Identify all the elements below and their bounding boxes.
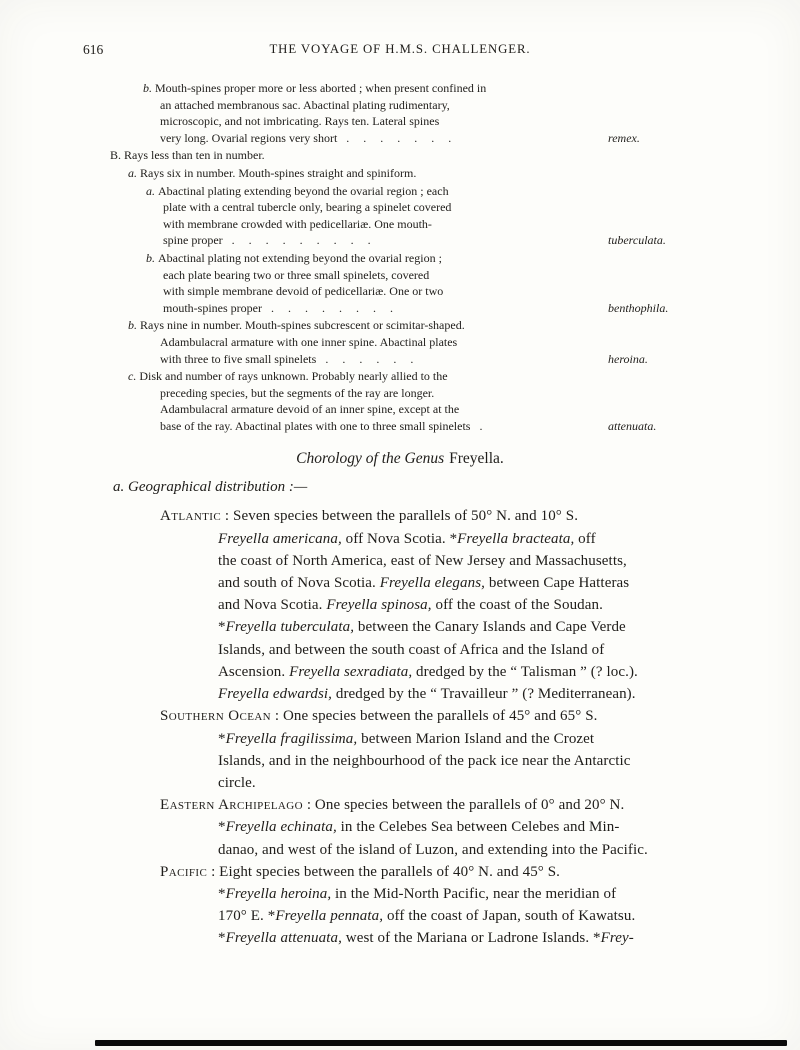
distribution-paragraph-southern-ocean: Southern Ocean : One species between the parallels of 45° and 65° S. *Freyella fragilissima, between Marion Island and the Crozet Islands, and in the neighbourhood of the pack ice near the Antarctic circle. bbox=[160, 708, 631, 791]
key-entry-text: c. Disk and number of rays unknown. Probably nearly allied to the preceding species, but the segments of the ray are longer. Adambulacral armature devoid of an inner spine, except at the base of the ray. Abactinal plates with one to three small spinelets . bbox=[128, 369, 497, 433]
species-name: benthophila. bbox=[608, 300, 669, 315]
distribution-paragraph-eastern-archipelago: Eastern Archipelago : One species between the parallels of 0° and 20° N. *Freyella echinata, in the Celebes Sea between Celebes and Min- danao, and west of the island of Luzon, and extending into the Pacific. bbox=[160, 797, 648, 858]
key-entry-tuberculata bbox=[83, 183, 683, 249]
key-entry-text: b. Rays nine in number. Mouth-spines subcrescent or scimitar-shaped. Adambulacral armature with one inner spine. Abactinal plates with three to five small spinelets ...... bbox=[128, 318, 465, 366]
key-entry-text: b. Abactinal plating not extending beyond the ovarial region ; each plate bearing two or three small spinelets, covered with simple membrane devoid of pedicellariæ. One or two mouth-spines proper ........ bbox=[146, 250, 444, 315]
taxonomic-key bbox=[83, 80, 683, 434]
geographical-distribution bbox=[83, 505, 748, 949]
running-head bbox=[0, 0, 800, 60]
scan-artifact-bar bbox=[95, 1040, 787, 1046]
distribution-paragraph-pacific: Pacific : Eight species between the parallels of 40° N. and 45° S. *Freyella heroina, in the Mid-North Pacific, near the meridian of 170° E. *Freyella pennata, off the coast of Japan, south of Kawatsu. *Freyella attenuata, west of the Mariana or Ladrone Islands. *Frey- bbox=[160, 863, 636, 947]
distribution-paragraph-atlantic: Atlantic : Seven species between the parallels of 50° N. and 10° S. Freyella americana, off Nova Scotia. *Freyella bracteata, off the coast of North America, east of New Jersey and Massachusetts, and south of Nova Scotia. Freyella elegans, between Cape Hatteras and Nova Scotia. Freyella spinosa, off the coast of the Soudan. *Freyella tuberculata, between the Canary Islands and Cape Verde Islands, and between the south coast of Africa and the Island of Ascension. Freyella sexradiata, dredged by the “ Talisman ” (? loc.). Freyella edwardsi, dredged by the “ Travailleur ” (? Mediterranean). bbox=[160, 508, 638, 703]
section-heading bbox=[0, 450, 800, 468]
key-entry-text: B. Rays less than ten in number. bbox=[110, 148, 265, 163]
key-entry-text: a. Abactinal plating extending beyond the ovarial region ; each plate with a central tubercle only, bearing a spinelet covered with membrane crowded with pedicellariæ. One mouth- spine proper ......... bbox=[146, 183, 452, 248]
key-entry-rays-less-than-ten bbox=[83, 147, 683, 164]
section-heading-italic-part: Chorology of the Genus bbox=[296, 450, 445, 468]
page-number: 616 bbox=[83, 42, 104, 57]
species-name: tuberculata. bbox=[608, 233, 666, 248]
key-entry-benthophila bbox=[83, 250, 683, 316]
section-heading-genus: Freyella. bbox=[449, 450, 504, 468]
key-entry-text: b. Mouth-spines proper more or less aborted ; when present confined in an attached membranous sac. Abactinal plating rudimentary, microscopic, and not imbricating. Rays ten. Lateral spines very long. Ovarial regions very short ....... bbox=[143, 81, 487, 145]
subsection-heading: a. Geographical distribution :— bbox=[113, 479, 308, 496]
key-entry-rays-six bbox=[83, 165, 683, 182]
species-name: heroina. bbox=[608, 351, 648, 366]
running-title: THE VOYAGE OF H.M.S. CHALLENGER. bbox=[269, 42, 531, 56]
species-name: attenuata. bbox=[608, 418, 657, 433]
key-entry-remex bbox=[83, 80, 683, 146]
species-name: remex. bbox=[608, 130, 640, 145]
key-entry-attenuata bbox=[83, 368, 683, 434]
key-entry-text: a. Rays six in number. Mouth-spines straight and spiniform. bbox=[128, 165, 417, 180]
key-entry-heroina bbox=[83, 317, 683, 367]
